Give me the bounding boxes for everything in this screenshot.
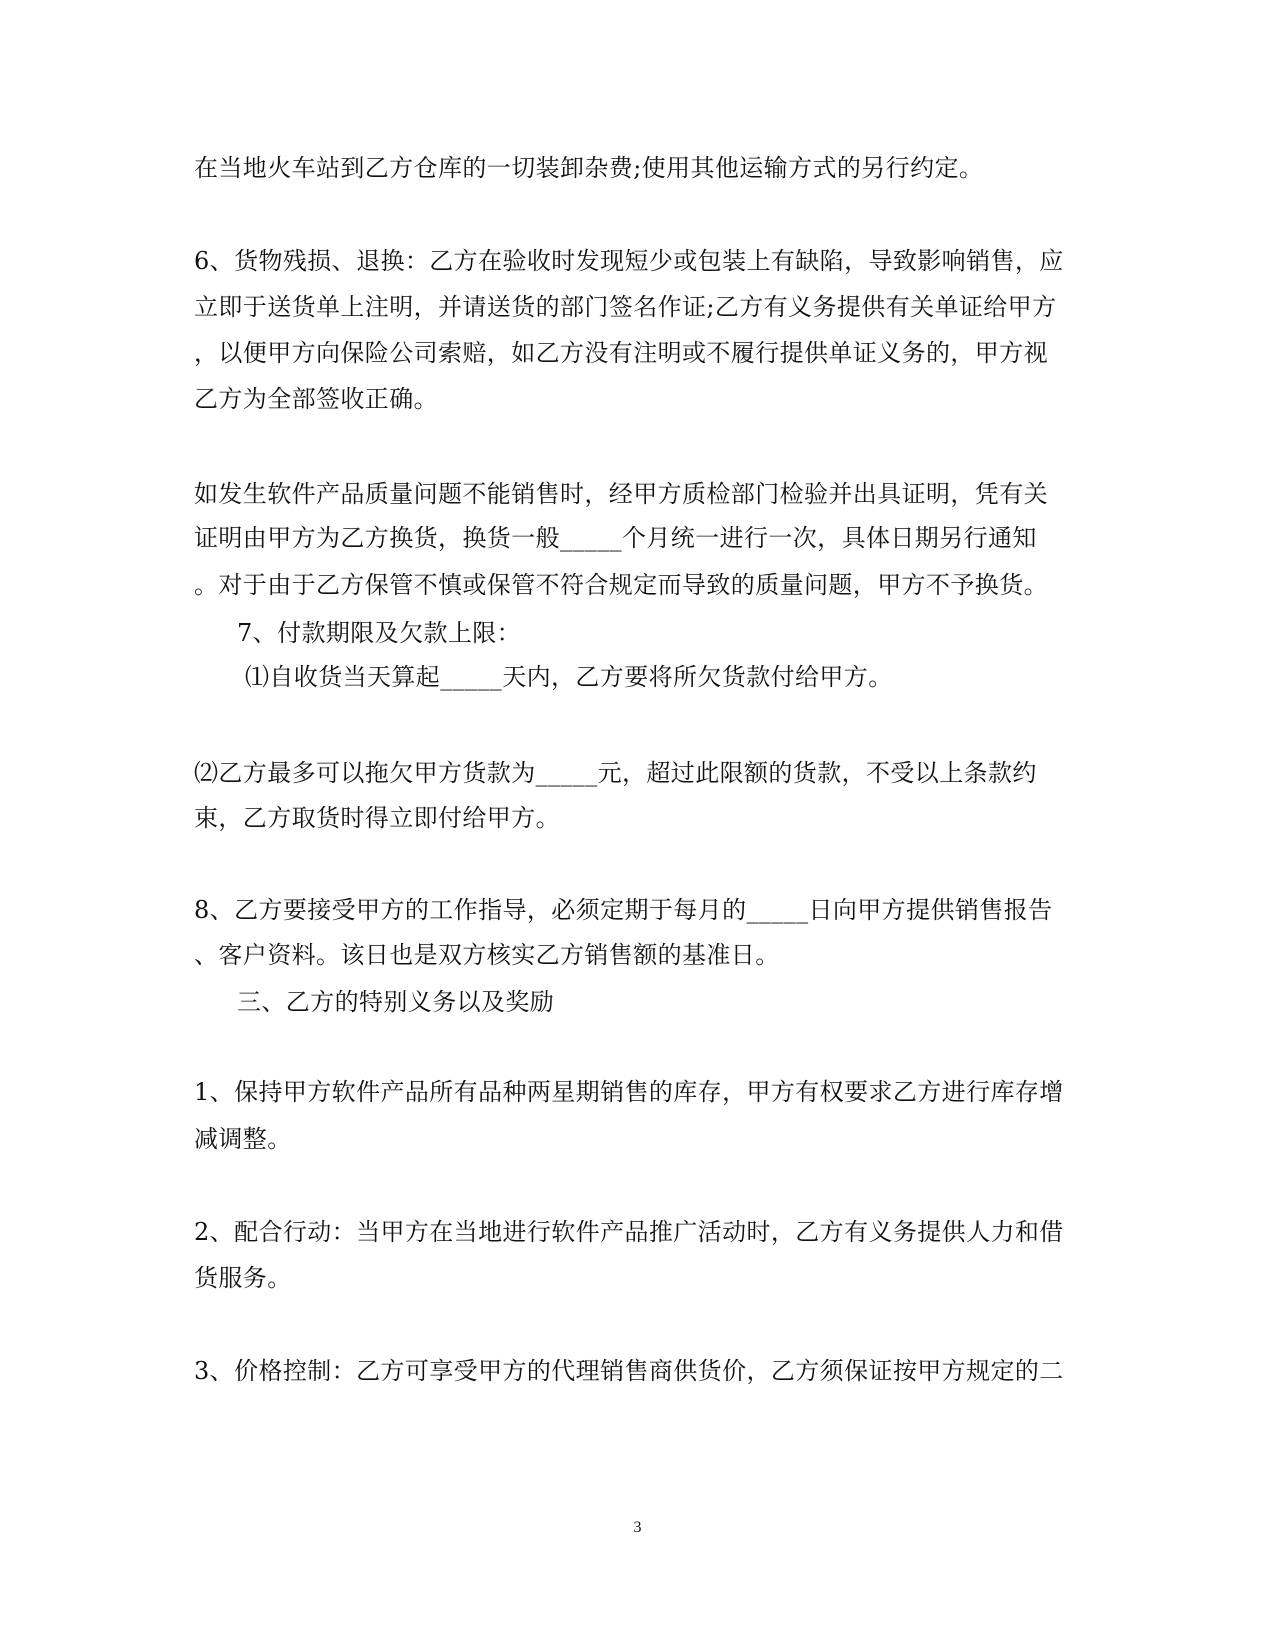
section-3-item-2-line-1: 2、配合行动：当甲方在当地进行软件产品推广活动时，乙方有义务提供人力和借 [194,1218,1064,1246]
clause-6-line-3: ，以便甲方向保险公司索赔，如乙方没有注明或不履行提供单证义务的，甲方视 [194,339,1048,367]
clause-6-line-4: 乙方为全部签收正确。 [194,385,438,413]
clause-8-line-1: 8、乙方要接受甲方的工作指导，必须定期于每月的_____日向甲方提供销售报告 [194,896,1053,924]
clause-7-heading: 7、付款期限及欠款上限： [237,619,522,647]
page-number: 3 [633,1519,642,1536]
clause-7-item-2-line-2: 束，乙方取货时得立即付给甲方。 [194,804,560,832]
clause-7-item-1: ⑴自收货当天算起_____天内，乙方要将所欠货款付给甲方。 [245,663,893,691]
section-3-item-3-line-1: 3、价格控制：乙方可享受甲方的代理销售商供货价，乙方须保证按甲方规定的二 [194,1357,1064,1385]
section-3-heading: 三、乙方的特别义务以及奖励 [237,988,555,1016]
clause-8-line-2: 、客户资料。该日也是双方核实乙方销售额的基准日。 [194,941,780,969]
clause-6-line-2: 立即于送货单上注明，并请送货的部门签名作证;乙方有义务提供有关单证给甲方 [194,293,1057,321]
section-3-item-1-line-2: 减调整。 [194,1125,292,1153]
clause-6-line-1: 6、货物残损、退换：乙方在验收时发现短少或包装上有缺陷，导致影响销售，应 [194,247,1064,275]
section-3-item-1-line-1: 1、保持甲方软件产品所有品种两星期销售的库存，甲方有权要求乙方进行库存增 [194,1078,1064,1106]
quality-paragraph-line-3: 。对于由于乙方保管不慎或保管不符合规定而导致的质量问题，甲方不予换货。 [194,571,1048,599]
text-line: 在当地火车站到乙方仓库的一切装卸杂费;使用其他运输方式的另行约定。 [194,154,984,182]
section-3-item-2-line-2: 货服务。 [194,1264,292,1292]
quality-paragraph-line-2: 证明由甲方为乙方换货，换货一般_____个月统一进行一次，具体日期另行通知 [194,524,1037,552]
clause-7-item-2-line-1: ⑵乙方最多可以拖欠甲方货款为_____元，超过此限额的货款，不受以上条款约 [194,759,1037,787]
quality-paragraph-line-1: 如发生软件产品质量问题不能销售时，经甲方质检部门检验并出具证明，凭有关 [194,480,1048,508]
